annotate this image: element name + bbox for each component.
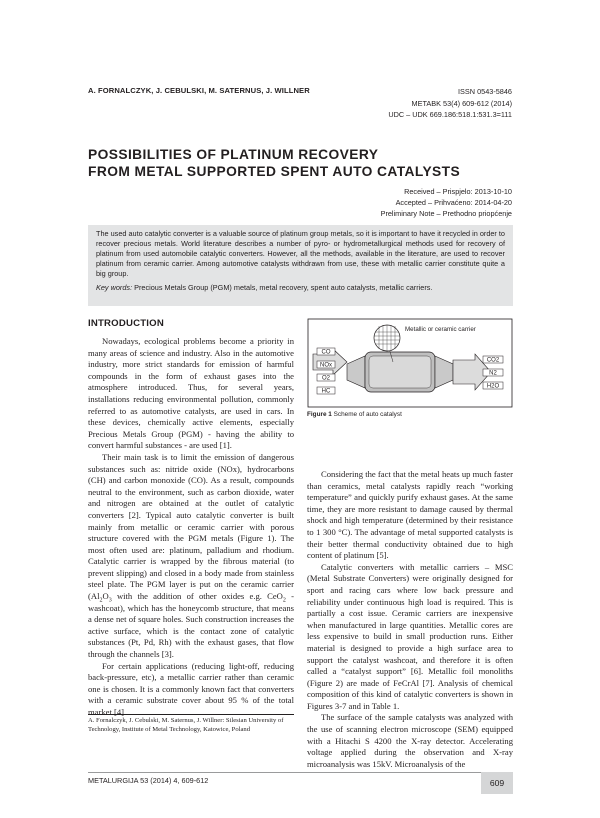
- input-label-co: CO: [321, 349, 331, 356]
- title-line-1: POSSIBILITIES OF PLATINUM RECOVERY: [88, 147, 379, 162]
- keywords-label: Key words:: [96, 283, 133, 293]
- footer-divider: [88, 772, 513, 773]
- input-label-nox: NOx: [320, 362, 332, 369]
- issn: ISSN 0543-5846: [458, 87, 512, 96]
- input-label-o2: O2: [321, 375, 331, 382]
- page-number: 609: [481, 772, 513, 794]
- outlet-cone: [435, 356, 453, 388]
- paragraph: Nowadays, ecological problems become a priority in many areas of science and industry. Also in the automotive industry, more strict standards for emission of harmful compounds in the form of exhaust gases into the atmosphere introduced. Thus, for several years, installations reducing environmental pollution, commonly referred to as automotive catalysts, are used in cars. In these devices, chemically active elements, especially Precious Metals Group (PGM) - having the ability to convert harmful substances - are used [1].: [88, 336, 294, 451]
- figure-number: Figure 1: [307, 411, 332, 418]
- inlet-cone: [347, 356, 365, 388]
- paragraph: For certain applications (reducing light-off, reducing back-pressure, etc), a metallic carrier rather than ceramic one is chosen. It is a commonly known fact that converters with a ceramic substrate cover about 95 % of the total market [4].: [88, 660, 294, 717]
- carrier-label: Metallic or ceramic carrier: [405, 326, 476, 333]
- footnote-divider: [88, 714, 294, 715]
- catalyst-diagram: [307, 318, 513, 408]
- input-label-hc: HC: [321, 388, 331, 395]
- author-affiliation: A. Fornalczyk, J. Cebulski, M. Saternus, J. Willner: Silesian University of Technology, Institute of Metal Technology, Katowice, Poland: [88, 717, 284, 733]
- subscript: 2: [99, 597, 103, 604]
- subscript: 3: [108, 597, 112, 604]
- paragraph-text: with the addition of other oxides e.g. CeO: [111, 591, 283, 602]
- figure-caption-text: Scheme of auto catalyst: [331, 411, 402, 418]
- journal-footer: METALURGIJA 53 (2014) 4, 609-612: [88, 776, 209, 785]
- abstract-box: [88, 225, 513, 306]
- right-column: [307, 469, 513, 770]
- figure-caption: [307, 411, 402, 418]
- author-list: A. FORNALCZYK, J. CEBULSKI, M. SATERNUS, J. WILLNER: [88, 86, 310, 95]
- paragraph: Considering the fact that the metal heats up much faster than ceramics, metal catalysts rapidly reach “working temperature” and quickly purify exhaust gases. At the same time, they are more resistant to damage caused by thermal shock and high temperature (determined by their resistance to 1 300 °C). The advantage of metal supported catalysts is their better thermal conductivity obtained due to high content of platinum [5].: [307, 469, 513, 561]
- keywords-list: Precious Metals Group (PGM) metals, metal recovery, spent auto catalysts, metallic carriers.: [132, 283, 433, 293]
- paragraph: The surface of the sample catalysts was analyzed with the use of scanning electron microscope (SEM) equipped with a Hitachi S 4200 the X-ray detector. Accelerating voltage applied during the observation and X-ray microanalysis was 15kV. Microanalysis of the: [307, 712, 513, 769]
- udc-code: UDC – UDK 669.186:518.1:531.3=111: [388, 110, 512, 120]
- journal-code: METABK 53(4) 609-612 (2014): [411, 98, 512, 108]
- output-label-h2o: H2O: [486, 383, 500, 390]
- paragraph-text: - washcoat), which has the honeycomb structure, that means a dense net of square holes. Such construction increases the active surface, which is the contact zone of catalytic substances (Pt, Pd, Rh) with the exhaust gases, that flow through the channels [3].: [88, 591, 294, 660]
- received-date: Received – Prispjelo: 2013-10-10: [404, 187, 512, 196]
- left-column: [88, 336, 294, 719]
- submission-dates: [381, 186, 512, 220]
- title-line-2: FROM METAL SUPPORTED SPENT AUTO CATALYSTS: [88, 164, 461, 179]
- paragraph-text: O: [102, 591, 109, 602]
- paragraph-text: Their main task is to limit the emission of dangerous substances such as: nitride oxide (NOx), hydrocarbons (CH) and carbon monoxide (CO). As a result, compounds neutral to the environment, such as carbon dioxide, water and nitrogen are obtained at the outlet of catalytic converters [2]. Typical auto catalytic converter is built mainly from metallic or ceramic carrier with porous structure covered with the PGM metals (Figure 1). The most often used are: platinum, palladium and rhodium. Catalytic carrier is wrapped by the fibrous material (to prevent slipping) and closed in a body made from stainless steel plate. The PGM layer is put on the ceramic carrier (Al: [88, 451, 294, 602]
- paragraph: Catalytic converters with metallic carriers – MSC (Metal Substrate Converters) were originally designed for sport and racing cars where low back pressure and reliability under continuous high load is required. This is partially a cost issue. Ceramic carriers are inexpensive when manufactured in large quantities. Metallic cores are less expensive to build in small production runs. Either material is designed to provide a high surface area to support the catalyst washcoat, and therefore it is often called a “catalyst support” [6]. Metallic foil monoliths (Figure 2) are made of FeCrAl [7]. Analysis of chemical composition of this kind of catalytic converters is shown in Figures 3-7 and in Table 1.: [307, 561, 513, 711]
- output-label-co2: CO2: [486, 357, 500, 364]
- section-heading-introduction: INTRODUCTION: [88, 318, 164, 329]
- carrier-core: [369, 356, 431, 388]
- paragraph: [88, 452, 294, 661]
- keywords: [96, 283, 505, 293]
- figure-1-diagram: [307, 318, 513, 408]
- paper-title: [88, 146, 460, 180]
- paper-type: Preliminary Note – Prethodno priopćenje: [380, 209, 512, 219]
- publication-meta: [388, 86, 512, 121]
- output-label-n2: N2: [489, 370, 497, 377]
- accepted-date: Accepted – Prihvaćeno: 2014-04-20: [395, 198, 512, 208]
- abstract-text: The used auto catalytic converter is a valuable source of platinum group metals, so it is important to have it recycled in order to recover precious metals. World literature describes a number of pyro- or hydrometallurgical methods used for recovery of platinum from used automobile catalytic converters. However, all the methods, available in the literature, are used to recover platinum from ceramic carrier. Among automotive catalysts withdrawn from use, these with metallic carrier constitute quite a big group.: [96, 229, 505, 279]
- subscript: 2: [282, 597, 286, 604]
